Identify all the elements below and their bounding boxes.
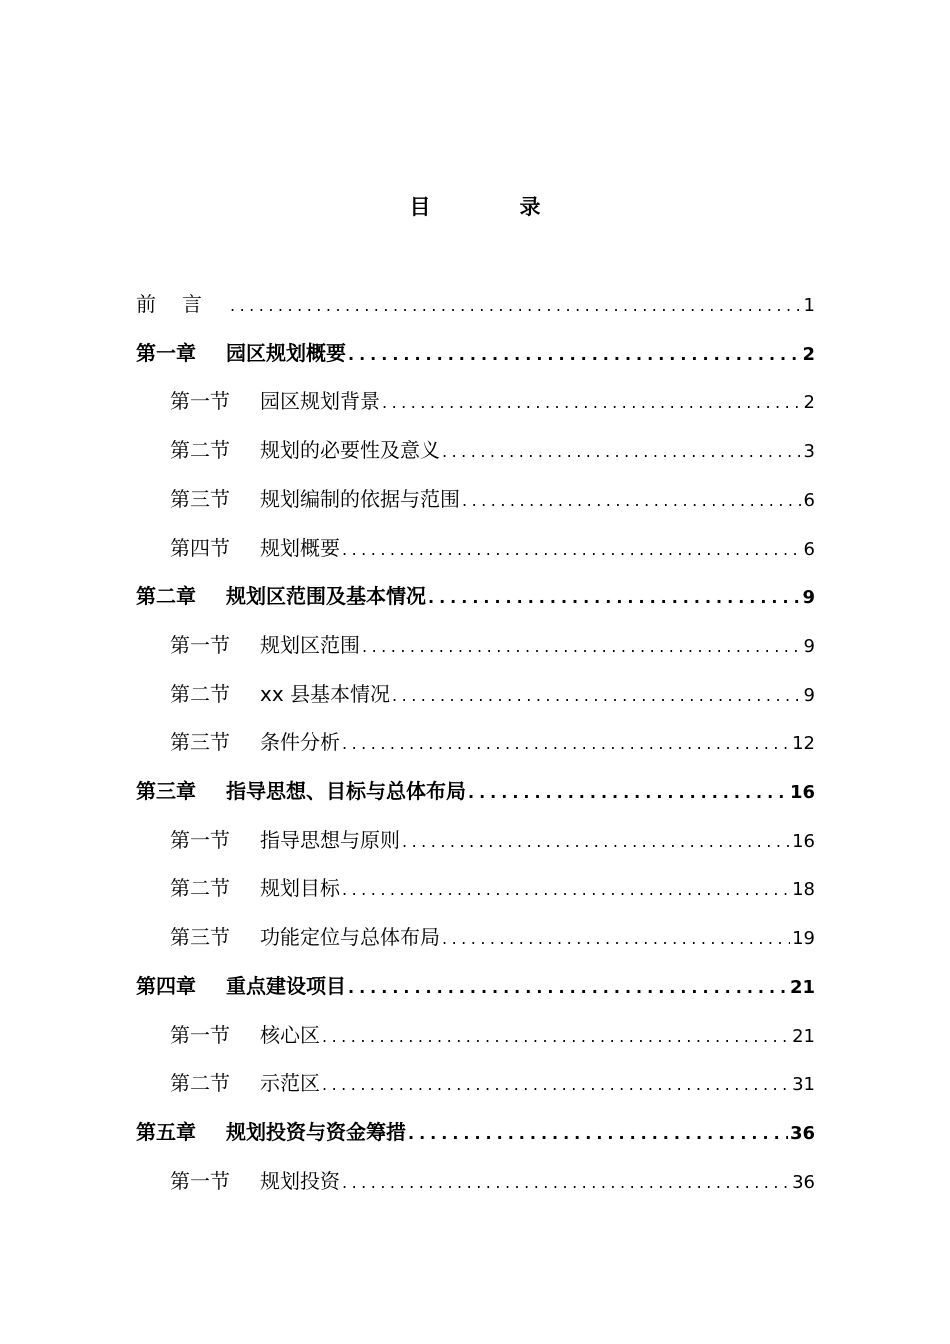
toc-section-entry[interactable] [170, 1166, 815, 1196]
toc-entry-number: 第二章 [136, 584, 196, 609]
toc-entry-label [136, 971, 346, 1001]
toc-entry-label [170, 1068, 320, 1098]
toc-section-entry[interactable] [170, 484, 815, 514]
toc-entry-number: 第一章 [136, 340, 196, 365]
toc-entry-number: 第一节 [170, 1022, 230, 1047]
toc-chapter-entry[interactable] [136, 581, 815, 611]
toc-section-entry[interactable] [170, 873, 815, 903]
toc-section-entry[interactable] [170, 727, 815, 757]
toc-entry-number: 前言 [136, 292, 228, 316]
toc-page-number: 36 [792, 1171, 815, 1193]
toc-entry-label [170, 679, 390, 709]
toc-entry-text: 指导思想与原则 [260, 827, 400, 852]
toc-dot-leader [348, 973, 788, 1003]
toc-page-number: 12 [792, 733, 815, 755]
toc-entry-text: 核心区 [260, 1022, 320, 1047]
toc-entry-number: 第一节 [170, 827, 230, 852]
toc-page-number: 21 [789, 976, 815, 998]
toc-section-entry[interactable] [170, 1020, 815, 1050]
toc-entry-label [170, 825, 400, 855]
toc-entry-label [170, 922, 440, 952]
toc-entry-label [170, 484, 460, 514]
toc-entry-label [170, 386, 380, 416]
toc-dot-leader [322, 1070, 790, 1100]
toc-entry-text: 规划编制的依据与范围 [260, 486, 460, 511]
toc-title: 目 录 [409, 195, 575, 219]
toc-entry-text: 规划区范围及基本情况 [226, 584, 426, 609]
toc-dot-leader [230, 291, 802, 321]
toc-entry-number: 第一节 [170, 632, 230, 657]
toc-entry-text: 条件分析 [260, 730, 340, 755]
toc-dot-leader [322, 1022, 790, 1052]
toc-entry-text: 功能定位与总体布局 [260, 925, 440, 950]
toc-entry-text: 规划目标 [260, 876, 340, 901]
toc-entry-label [170, 1020, 320, 1050]
toc-entry-label [170, 727, 340, 757]
toc-page-number: 9 [803, 684, 815, 706]
toc-preface-entry[interactable] [136, 289, 815, 319]
toc-entry-text: 规划的必要性及意义 [260, 438, 440, 463]
toc-entry-number: 第二节 [170, 876, 230, 901]
toc-entry-number: 第二节 [170, 438, 230, 463]
toc-entry-number: 第二节 [170, 681, 230, 706]
toc-dot-leader [342, 729, 790, 759]
toc-section-entry[interactable] [170, 922, 815, 952]
toc-entry-text: 规划投资 [260, 1168, 340, 1193]
toc-entry-label [170, 533, 340, 563]
toc-dot-leader [462, 486, 802, 516]
toc-entry-number: 第三节 [170, 925, 230, 950]
toc-section-entry[interactable] [170, 386, 815, 416]
toc-chapter-entry[interactable] [136, 338, 815, 368]
toc-dot-leader [362, 632, 802, 662]
toc-page-number: 31 [792, 1074, 815, 1096]
toc-page-number: 16 [792, 830, 815, 852]
toc-dot-leader [408, 1119, 788, 1149]
toc-dot-leader [348, 340, 800, 370]
toc-entry-label [170, 873, 340, 903]
toc-dot-leader [342, 875, 790, 905]
toc-page-number: 2 [803, 392, 815, 414]
toc-dot-leader [442, 437, 802, 467]
toc-page-number: 9 [803, 635, 815, 657]
toc-page-number: 6 [803, 489, 815, 511]
toc-entry-number: 第三节 [170, 486, 230, 511]
toc-page-number: 36 [789, 1122, 815, 1144]
toc-entry-label [170, 1166, 340, 1196]
toc-section-entry[interactable] [170, 435, 815, 465]
toc-entry-label [136, 338, 346, 368]
toc-entry-label [136, 776, 466, 806]
toc-dot-leader [442, 924, 790, 954]
toc-entry-text: 园区规划背景 [260, 389, 380, 414]
toc-chapter-entry[interactable] [136, 971, 815, 1001]
toc-page-number: 18 [792, 879, 815, 901]
toc-page-number: 6 [803, 538, 815, 560]
toc-page-number: 9 [802, 587, 815, 609]
toc-entry-text: 规划区范围 [260, 632, 360, 657]
toc-section-entry[interactable] [170, 1068, 815, 1098]
toc-dot-leader [342, 1168, 790, 1198]
toc-dot-leader [342, 535, 802, 565]
toc-entry-label [170, 435, 440, 465]
toc-entry-label [136, 1117, 406, 1147]
toc-dot-leader [402, 827, 790, 857]
toc-section-entry[interactable] [170, 825, 815, 855]
toc-entry-text: 规划投资与资金筹措 [226, 1119, 406, 1144]
toc-entry-label [136, 289, 228, 319]
toc-entry-number: 第五章 [136, 1119, 196, 1144]
toc-entry-text: xx 县基本情况 [260, 681, 391, 706]
toc-entry-number: 第四章 [136, 973, 196, 998]
toc-section-entry[interactable] [170, 679, 815, 709]
toc-dot-leader [382, 388, 802, 418]
toc-dot-leader [468, 778, 788, 808]
toc-page-number: 16 [789, 782, 815, 803]
toc-chapter-entry[interactable] [136, 776, 815, 806]
toc-entry-text: 重点建设项目 [226, 973, 346, 998]
toc-page-number: 3 [803, 441, 815, 463]
toc-section-entry[interactable] [170, 630, 815, 660]
toc-entry-number: 第二节 [170, 1071, 230, 1096]
toc-entry-text: 园区规划概要 [226, 340, 346, 365]
toc-entry-text: 规划概要 [260, 535, 340, 560]
toc-entry-label [136, 581, 426, 611]
toc-entry-label [170, 630, 360, 660]
toc-entry-number: 第三章 [136, 779, 196, 803]
toc-entry-number: 第四节 [170, 535, 230, 560]
toc-page-number: 1 [803, 295, 815, 316]
toc-dot-leader [428, 583, 800, 613]
toc-dot-leader [392, 681, 802, 711]
toc-page-number: 2 [802, 343, 815, 365]
toc-page-number: 21 [792, 1025, 815, 1047]
toc-section-entry[interactable] [170, 533, 815, 563]
toc-entry-text: 示范区 [260, 1071, 320, 1096]
toc-entry-text: 指导思想、目标与总体布局 [226, 779, 466, 803]
toc-chapter-entry[interactable] [136, 1117, 815, 1147]
toc-entry-number: 第三节 [170, 730, 230, 755]
toc-entry-number: 第一节 [170, 1168, 230, 1193]
toc-entry-number: 第一节 [170, 389, 230, 414]
toc-page-number: 19 [792, 928, 815, 950]
